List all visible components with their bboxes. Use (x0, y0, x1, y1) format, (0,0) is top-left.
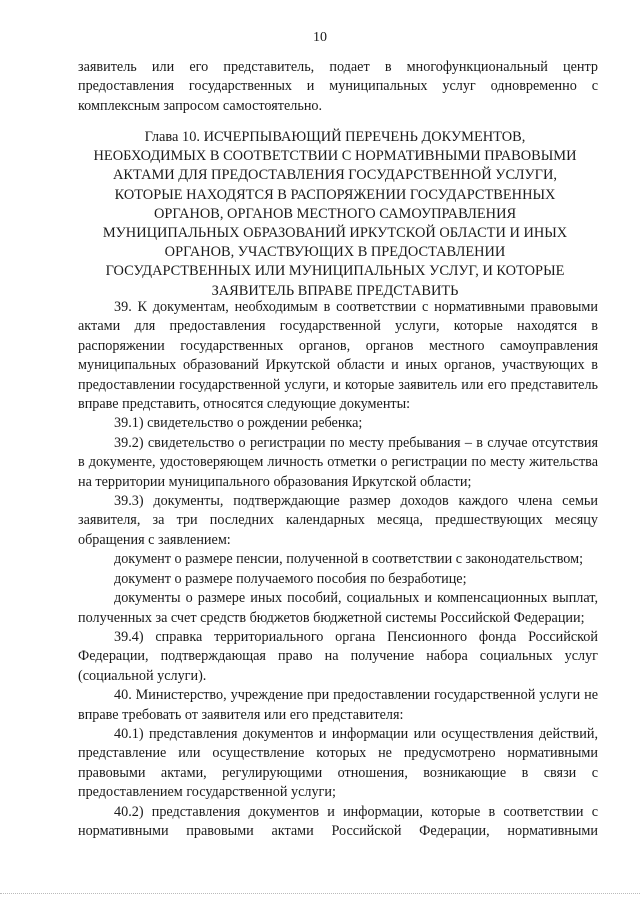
paragraph-39-3: 39.3) документы, подтверждающие размер доходов каждого члена семьи заявителя, за три последних календарных месяца, предшествующих месяцу обращения с заявлением: (78, 493, 598, 548)
heading-line: ЗАЯВИТЕЛЬ ВПРАВЕ ПРЕДСТАВИТЬ (211, 282, 459, 299)
heading-line: Глава 10. ИСЧЕРПЫВАЮЩИЙ ПЕРЕЧЕНЬ ДОКУМЕНТОВ, (144, 129, 526, 145)
paragraph-39-2: 39.2) свидетельство о регистрации по месту пребывания – в случае отсутствия в документе, удостоверяющем личность отметки о регистрации по месту жительства на территории муниципального образования Иркутской области; (78, 434, 598, 490)
page-number: 10 (313, 30, 327, 45)
paragraph-other-benefits-doc: документы о размере иных пособий, социальных и компенсационных выплат, полученных за счет средств бюджетов бюджетной системы Российской Федерации; (78, 590, 598, 626)
heading-line: МУНИЦИПАЛЬНЫХ ОБРАЗОВАНИЙ ИРКУТСКОЙ ОБЛАСТИ И ИНЫХ (102, 225, 568, 242)
paragraph-unemployment-doc: документ о размере получаемого пособия по безработице; (114, 570, 467, 587)
heading-line: НЕОБХОДИМЫХ В СООТВЕТСТВИИ С НОРМАТИВНЫМИ ПРАВОВЫМИ (93, 148, 577, 165)
paragraph-pension-doc: документ о размере пенсии, полученной в соответствии с законодательством; (114, 551, 584, 568)
intro-paragraph: заявитель или его представитель, подает в многофункциональный центр предоставления государственных и муниципальных услуг одновременно с комплексным запросом самостоятельно. (78, 59, 598, 114)
heading-line: ОРГАНОВ, ОРГАНОВ МЕСТНОГО САМОУПРАВЛЕНИЯ (153, 205, 517, 222)
paragraph-40-2: 40.2) представления документов и информации, которые в соответствии с нормативными правовыми актами Российской Федерации, нормативными (78, 803, 598, 839)
main-text (78, 298, 598, 841)
paragraph-39-1: 39.1) свидетельство о рождении ребенка; (114, 415, 363, 432)
page-bottom-edge (0, 893, 640, 895)
paragraph-40-1: 40.1) представления документов и информации или осуществления действий, представление или осуществление которых не предусмотрено нормативными правовыми актами, регулирующими отношения, возникающие в связи с предоставлением государственной услуги; (78, 725, 598, 801)
chapter-heading (70, 128, 600, 301)
paragraph-40: 40. Министерство, учреждение при предоставлении государственной услуги не вправе требовать от заявителя или его представителя: (78, 687, 598, 723)
paragraph-39-4: 39.4) справка территориального органа Пенсионного фонда Российской Федерации, подтверждающая право на получение набора социальных услуг (социальной услуги). (78, 628, 598, 684)
intro-block (78, 58, 598, 116)
heading-line: ГОСУДАРСТВЕННЫХ ИЛИ МУНИЦИПАЛЬНЫХ УСЛУГ, И КОТОРЫЕ (105, 263, 565, 280)
heading-line: ОРГАНОВ, УЧАСТВУЮЩИХ В ПРЕДОСТАВЛЕНИИ (164, 244, 506, 261)
heading-line: АКТАМИ ДЛЯ ПРЕДОСТАВЛЕНИЯ ГОСУДАРСТВЕННОЙ УСЛУГИ, (113, 167, 557, 184)
paragraph-39: 39. К документам, необходимым в соответствии с нормативными правовыми актами для предоставления государственной услуги, которые находятся в распоряжении государственных органов, органов местного самоуправления муниципальных образований Иркутской области и иных органов, участвующих в предоставлении государственной услуги, и которые заявитель или его представитель вправе представить, относятся следующие документы: (78, 299, 598, 413)
heading-line: КОТОРЫЕ НАХОДЯТСЯ В РАСПОРЯЖЕНИИ ГОСУДАРСТВЕННЫХ (114, 186, 556, 203)
